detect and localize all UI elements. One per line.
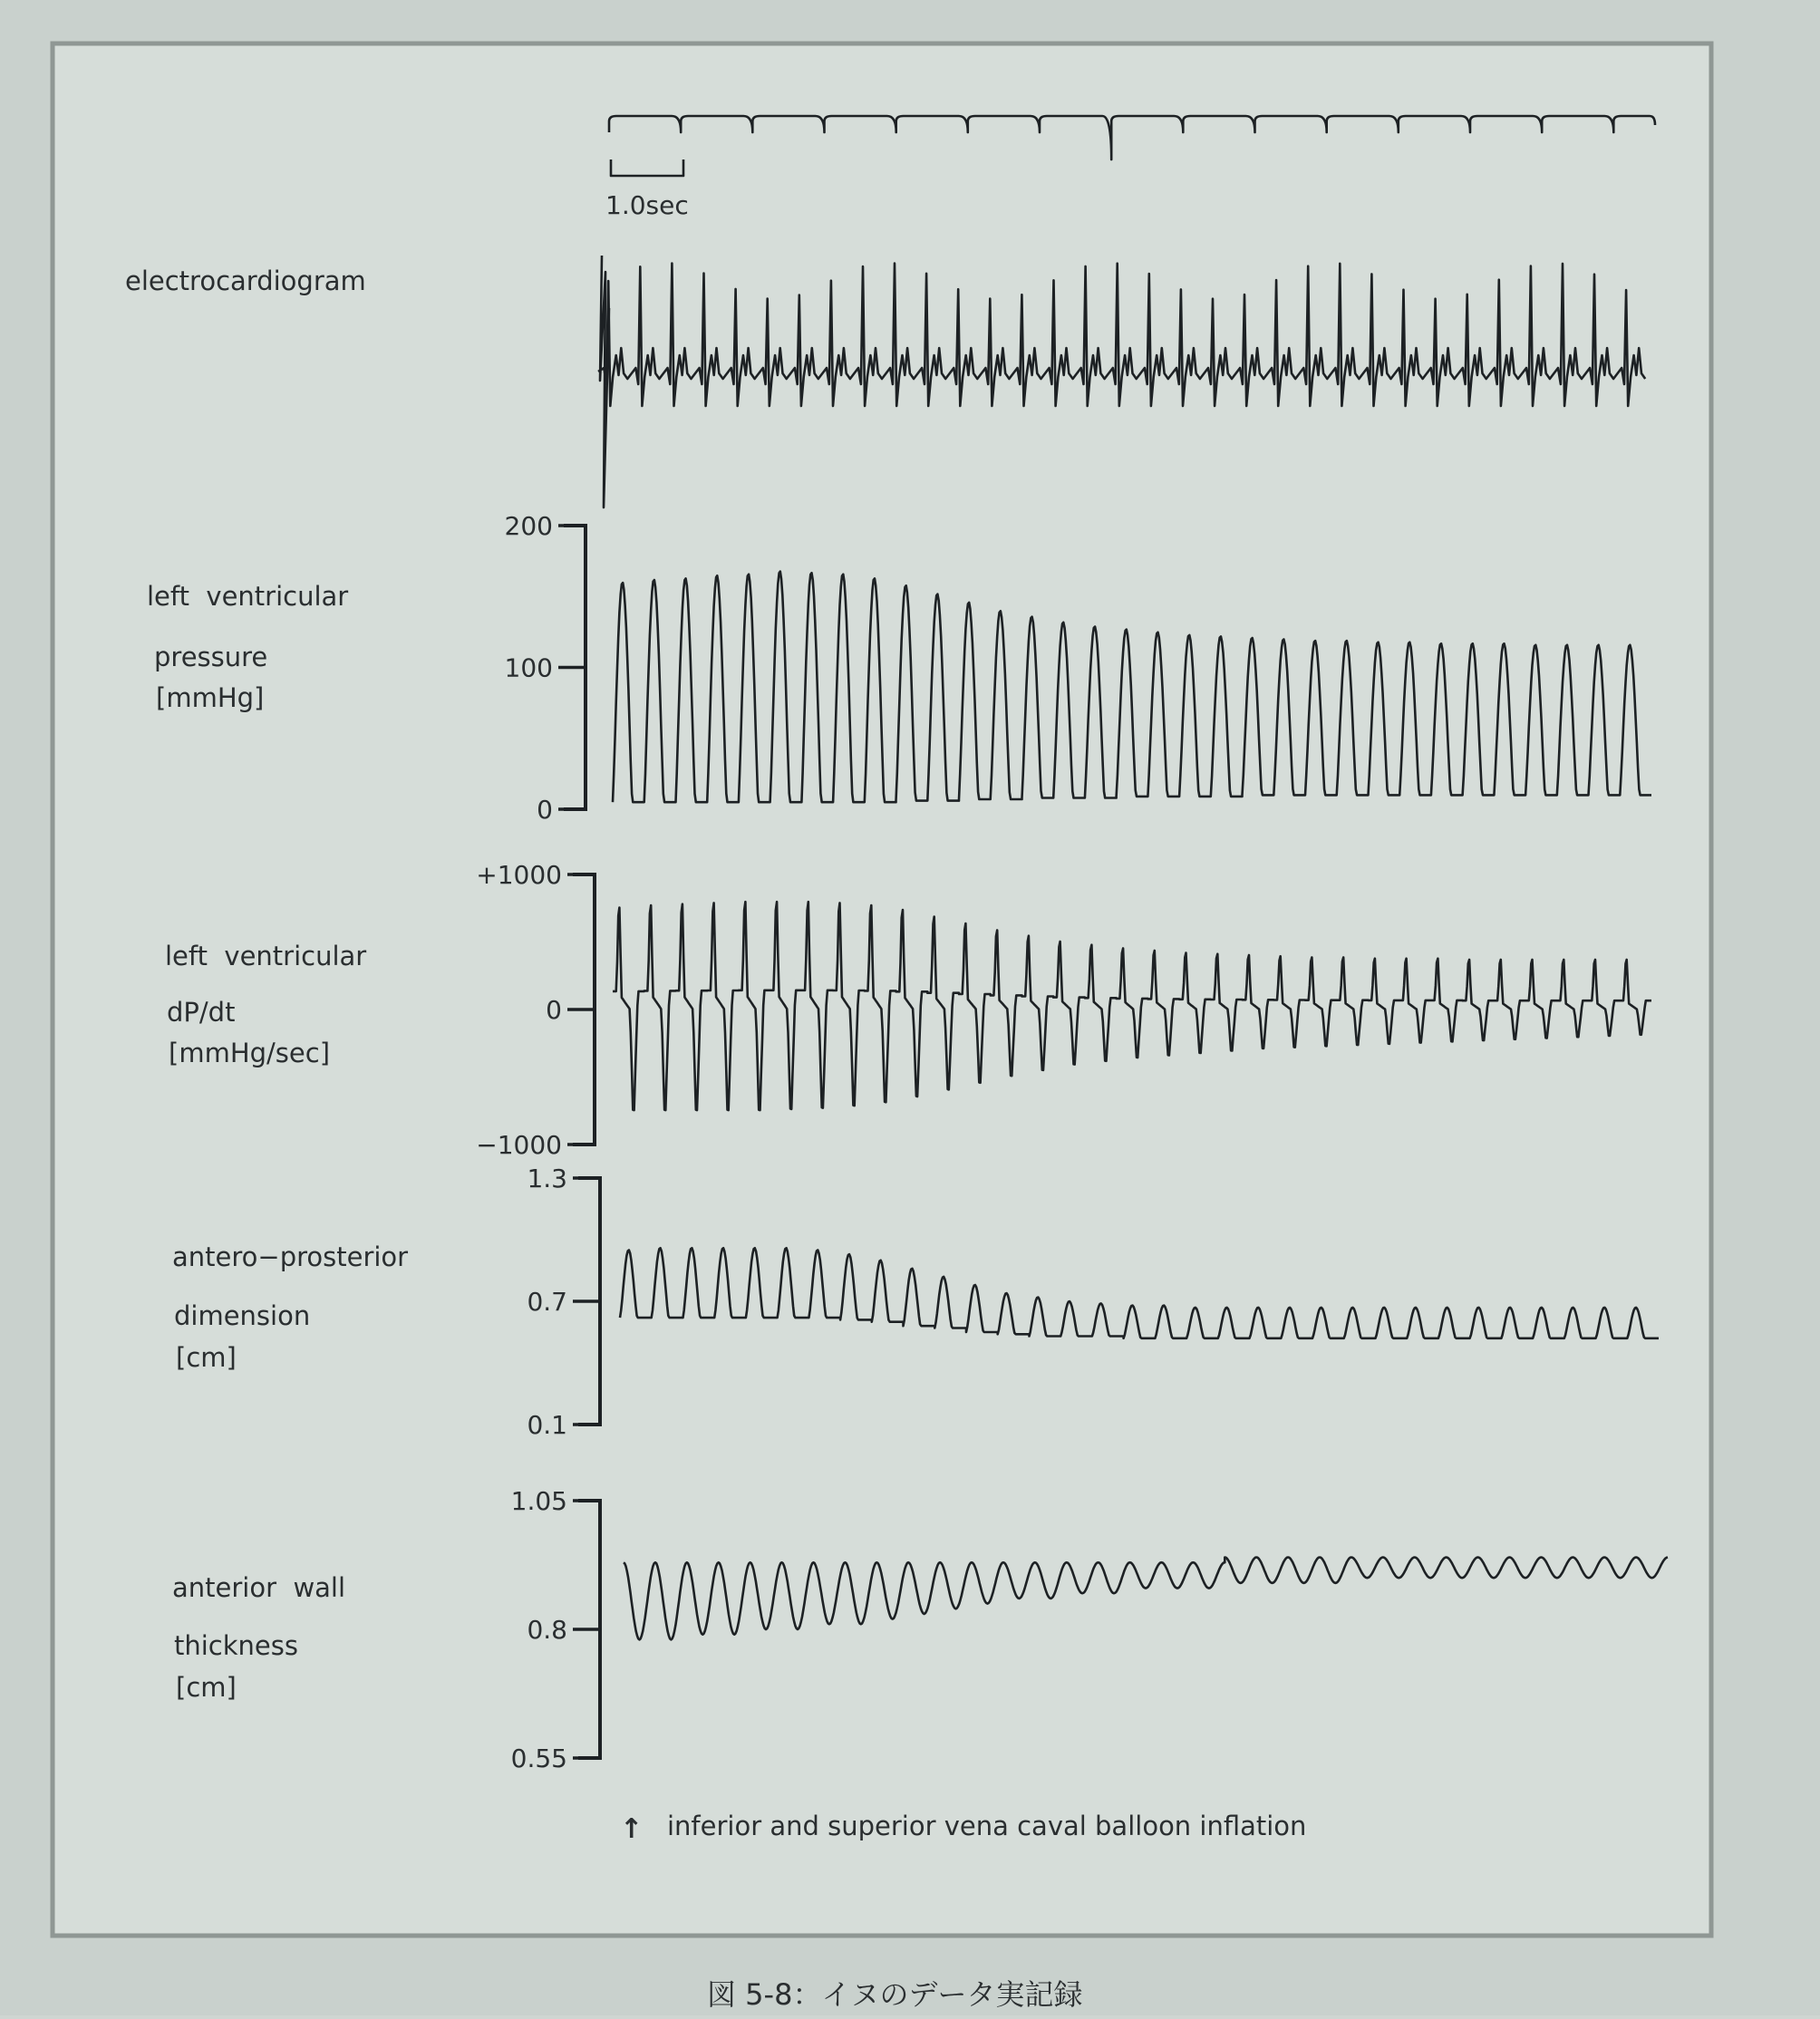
label-apd-line-2: dimension: [174, 1300, 311, 1331]
tick-label-dpdt-1: 0: [546, 995, 562, 1025]
tick-label-awt-2: 0.55: [510, 1744, 567, 1773]
label-lvp-line-1: left ventricular: [147, 581, 349, 612]
tick-label-dpdt-0: +1000: [476, 860, 562, 890]
label-lvp-line-2: pressure: [154, 642, 268, 672]
label-apd-line-1: antero−prosterior: [172, 1241, 409, 1272]
label-lvp-line-3: [mmHg]: [156, 682, 265, 713]
tick-label-apd-0: 1.3: [527, 1164, 567, 1193]
tick-label-lvp-1: 100: [504, 652, 553, 683]
figure-caption: 図 5-8：イヌのデータ実記録: [707, 1977, 1083, 2012]
label-apd-line-3: [cm]: [176, 1342, 237, 1373]
label-awt-line-1: anterior wall: [172, 1572, 346, 1603]
tick-label-lvp-2: 0: [537, 795, 553, 825]
tick-label-dpdt-2: −1000: [476, 1130, 562, 1160]
tick-label-apd-2: 0.1: [527, 1410, 567, 1440]
tick-label-awt-0: 1.05: [510, 1486, 567, 1516]
label-dpdt-line-1: left ventricular: [165, 941, 367, 971]
balloon-arrow-icon: ↑: [620, 1813, 644, 1845]
label-ecg-line-1: electrocardiogram: [125, 266, 366, 296]
time-scale-label: 1.0sec: [605, 190, 689, 220]
tick-label-awt-1: 0.8: [527, 1615, 567, 1645]
panel-label-ecg: [125, 266, 366, 296]
footnote-text: inferior and superior vena caval balloon inflation: [667, 1811, 1307, 1841]
label-awt-line-3: [cm]: [176, 1672, 237, 1703]
label-dpdt-line-3: [mmHg/sec]: [169, 1038, 331, 1068]
label-dpdt-line-2: dP/dt: [167, 997, 236, 1028]
figure-paper: [53, 43, 1711, 1936]
tick-label-lvp-0: 200: [504, 511, 553, 541]
tick-label-apd-1: 0.7: [527, 1287, 567, 1317]
label-awt-line-2: thickness: [174, 1630, 298, 1661]
